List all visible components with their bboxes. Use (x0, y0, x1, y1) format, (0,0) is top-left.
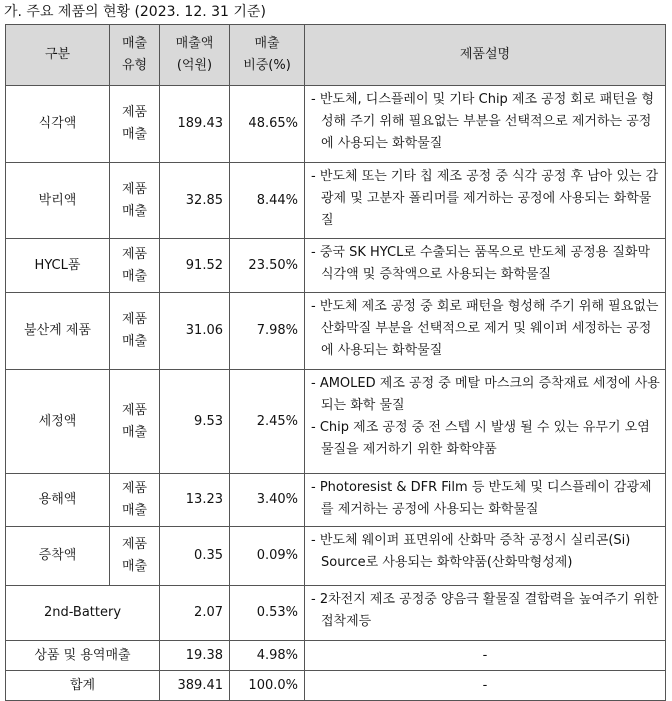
header-amount: 매출액 (억원) (160, 25, 230, 86)
row-amount: 32.85 (160, 163, 230, 239)
row-description (305, 163, 666, 239)
table-row (6, 641, 666, 671)
description-line: - 중국 SK HYCL로 수출되는 품목으로 반도체 공정용 질화막 식각액 및 증착액으로 사용되는 화학물질 (311, 245, 651, 282)
row-ratio: 8.44% (230, 163, 305, 239)
row-name: 상품 및 용역매출 (6, 641, 160, 671)
row-name: 2nd-Battery (6, 586, 160, 641)
row-amount: 189.43 (160, 86, 230, 163)
row-amount: 31.06 (160, 293, 230, 370)
row-amount: 91.52 (160, 239, 230, 293)
row-name: 식각액 (6, 86, 110, 163)
row-amount: 389.41 (160, 671, 230, 701)
description-line: - Photoresist & DFR Film 등 반도체 및 디스플레이 감광제를 제거하는 공정에 사용되는 화학물질 (311, 480, 652, 517)
table-row (6, 163, 666, 239)
row-name: 용해액 (6, 474, 110, 527)
table-row (6, 474, 666, 527)
row-description: - 2차전지 제조 공정중 양음극 활물질 결합력을 높여주기 위한 접착제등 (305, 586, 666, 641)
row-sales-type: 제품 매출 (110, 163, 160, 239)
row-amount: 19.38 (160, 641, 230, 671)
row-sales-type: 제품 매출 (110, 239, 160, 293)
table-row (6, 671, 666, 701)
row-ratio: 4.98% (230, 641, 305, 671)
row-description: - (305, 671, 666, 701)
row-amount: 2.07 (160, 586, 230, 641)
description-line: - 반도체 제조 공정 중 회로 패턴을 형성해 주기 위해 필요없는 산화막질 부분을 선택적으로 제거 및 웨이퍼 세정하는 공정에 사용되는 화학물질 (311, 299, 659, 358)
description-line: - 반도체 웨이퍼 표면위에 산화막 증착 공정시 실리콘(Si) Source로 사용되는 화학약품(산화막형성제) (311, 533, 631, 570)
row-sales-type: 제품 매출 (110, 293, 160, 370)
row-sales-type: 제품 매출 (110, 527, 160, 586)
row-ratio: 3.40% (230, 474, 305, 527)
row-name: 증착액 (6, 527, 110, 586)
row-name: 합계 (6, 671, 160, 701)
row-amount: 13.23 (160, 474, 230, 527)
row-name: 박리액 (6, 163, 110, 239)
table-row (6, 586, 666, 641)
row-ratio: 100.0% (230, 671, 305, 701)
row-description (305, 239, 666, 293)
row-description: - (305, 641, 666, 671)
table-row (6, 370, 666, 474)
product-table (5, 24, 666, 701)
header-category: 구분 (6, 25, 110, 86)
table-row (6, 239, 666, 293)
header-sales-type: 매출 유형 (110, 25, 160, 86)
table-row (6, 527, 666, 586)
row-description (305, 527, 666, 586)
row-sales-type: 제품 매출 (110, 86, 160, 163)
row-amount: 9.53 (160, 370, 230, 474)
row-description (305, 293, 666, 370)
description-line: - 반도체 또는 기타 칩 제조 공정 중 식각 공정 후 남아 있는 감광제 및 고분자 폴리머를 제거하는 공정에 사용되는 화학물질 (311, 169, 659, 228)
description-line: - 반도체, 디스플레이 및 기타 Chip 제조 공정 회로 패턴을 형성해 주기 위해 필요없는 부분을 선택적으로 제거하는 공정에 사용되는 화학물질 (311, 92, 655, 151)
row-amount: 0.35 (160, 527, 230, 586)
row-description (305, 86, 666, 163)
row-description (305, 370, 666, 474)
row-ratio: 48.65% (230, 86, 305, 163)
description-line: - AMOLED 제조 공정 중 메탈 마스크의 증착재료 세정에 사용되는 화학 물질 (311, 376, 660, 413)
table-row (6, 86, 666, 163)
section-title: 가. 주요 제품의 현황 (2023. 12. 31 기준) (4, 4, 266, 20)
header-row (6, 25, 666, 86)
row-ratio: 0.53% (230, 586, 305, 641)
row-name: HYCL품 (6, 239, 110, 293)
row-ratio: 0.09% (230, 527, 305, 586)
row-ratio: 23.50% (230, 239, 305, 293)
row-name: 불산계 제품 (6, 293, 110, 370)
description-line: - Chip 제조 공정 중 전 스텝 시 발생 될 수 있는 유무기 오염물질을 제거하기 위한 화학약품 (311, 420, 650, 457)
row-ratio: 2.45% (230, 370, 305, 474)
header-description: 제품설명 (305, 25, 666, 86)
row-name: 세정액 (6, 370, 110, 474)
header-ratio: 매출 비중(%) (230, 25, 305, 86)
row-sales-type: 제품 매출 (110, 370, 160, 474)
row-ratio: 7.98% (230, 293, 305, 370)
row-sales-type: 제품 매출 (110, 474, 160, 527)
row-description (305, 474, 666, 527)
table-row (6, 293, 666, 370)
